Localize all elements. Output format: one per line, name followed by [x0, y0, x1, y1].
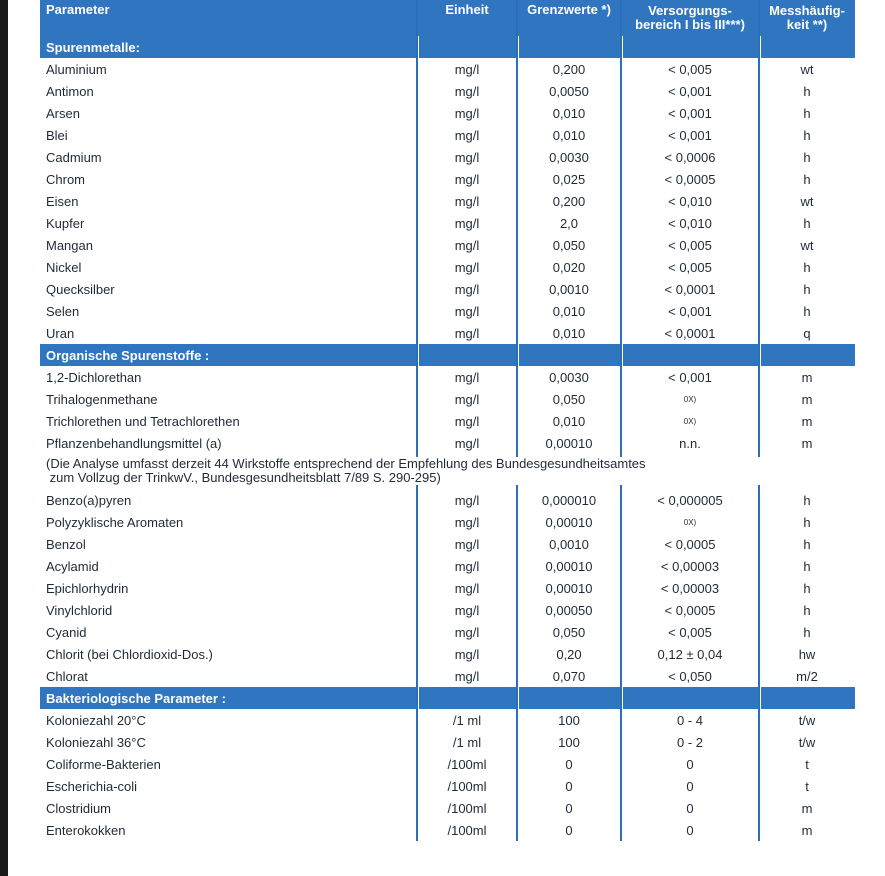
cell-unit: mg/l [454, 580, 480, 596]
table-header [40, 0, 855, 36]
table-row [40, 533, 855, 555]
table-row [40, 190, 855, 212]
table-row [40, 80, 855, 102]
cell-supply-value: < 0,001 [668, 369, 712, 385]
table-row [40, 819, 855, 841]
table-row [40, 410, 855, 432]
cell-unit: mg/l [454, 514, 480, 530]
header-supply-area [621, 0, 759, 36]
cell-supply-value: < 0,0005 [664, 536, 716, 552]
cell-unit: mg/l [454, 391, 480, 407]
cell-unit: mg/l [454, 171, 480, 187]
cell-unit: /100ml [447, 822, 487, 838]
cell-frequency: h [803, 149, 811, 165]
table-row [40, 102, 855, 124]
analysis-note-text [46, 457, 826, 485]
header-supply-area-line1: Versorgungs- [648, 3, 732, 18]
cell-limit: 0,010 [552, 325, 586, 341]
cell-supply-value: < 0,0001 [664, 325, 716, 341]
table-row [40, 665, 855, 687]
cell-supply-value: < 0,001 [668, 127, 712, 143]
table-row [40, 168, 855, 190]
cell-limit: 2,0 [559, 215, 579, 231]
cell-unit: mg/l [454, 325, 480, 341]
cell-frequency: h [803, 171, 811, 187]
cell-supply-value: < 0,0006 [664, 149, 716, 165]
cell-supply-value: 0X) [683, 416, 697, 426]
cell-supply-value: < 0,010 [668, 193, 712, 209]
cell-limit: 0,070 [552, 668, 586, 684]
cell-supply-value: < 0,0005 [664, 602, 716, 618]
cell-limit: 0,020 [552, 259, 586, 275]
cell-frequency: wt [800, 61, 814, 77]
cell-limit: 0,20 [556, 646, 582, 662]
cell-parameter: Koloniezahl 20°C [46, 712, 146, 728]
cell-frequency: h [803, 492, 811, 508]
column-divider [758, 0, 760, 841]
cell-limit: 0 [565, 800, 573, 816]
table-row [40, 753, 855, 775]
cell-supply-value: < 0,050 [668, 668, 712, 684]
cell-parameter: Antimon [46, 83, 94, 99]
cell-unit: mg/l [454, 237, 480, 253]
table-row [40, 366, 855, 388]
cell-limit: 0,010 [552, 127, 586, 143]
cell-limit: 0,00050 [545, 602, 593, 618]
cell-frequency: t/w [798, 712, 816, 728]
header-frequency-line1: Messhäufig- [769, 3, 845, 18]
cell-parameter: Epichlorhydrin [46, 580, 129, 596]
header-unit: Einheit [445, 2, 489, 17]
cell-parameter: Kupfer [46, 215, 85, 231]
cell-parameter: Chlorat [46, 668, 88, 684]
cell-parameter: Benzol [46, 536, 86, 552]
cell-parameter: 1,2-Dichlorethan [46, 369, 142, 385]
cell-limit: 0,0050 [549, 83, 589, 99]
table-row [40, 621, 855, 643]
cell-parameter: Eisen [46, 193, 79, 209]
cell-parameter: Koloniezahl 36°C [46, 734, 146, 750]
cell-unit: mg/l [454, 281, 480, 297]
cell-frequency: t [805, 756, 809, 772]
table-row [40, 300, 855, 322]
cell-limit: 0,010 [552, 413, 586, 429]
cell-parameter: Coliforme-Bakterien [46, 756, 161, 772]
cell-parameter: Escherichia-coli [46, 778, 138, 794]
table-row [40, 432, 855, 454]
cell-parameter: Cadmium [46, 149, 102, 165]
cell-supply-value: < 0,0001 [664, 281, 716, 297]
cell-supply-value: 0 [686, 756, 694, 772]
cell-frequency: h [803, 303, 811, 319]
table-row [40, 234, 855, 256]
table-row [40, 709, 855, 731]
cell-unit: mg/l [454, 193, 480, 209]
cell-parameter: Enterokokken [46, 822, 126, 838]
cell-limit: 0,025 [552, 171, 586, 187]
table-row [40, 388, 855, 410]
cell-limit: 0,200 [552, 61, 586, 77]
table-row [40, 322, 855, 344]
table-row [40, 775, 855, 797]
table-row [40, 58, 855, 80]
cell-parameter: Nickel [46, 259, 82, 275]
cell-supply-value: 0 [686, 800, 694, 816]
header-parameter: Parameter [46, 2, 110, 17]
cell-supply-value: < 0,005 [668, 259, 712, 275]
cell-frequency: m [801, 435, 813, 451]
cell-limit: 0,00010 [545, 435, 593, 451]
cell-unit: /1 ml [452, 712, 482, 728]
column-divider [416, 0, 418, 841]
cell-supply-value: < 0,001 [668, 83, 712, 99]
cell-frequency: h [803, 281, 811, 297]
analysis-note-line2: zum Vollzug der TrinkwV., Bundesgesundheitsblatt 7/89 S. 290-295) [46, 470, 441, 485]
cell-frequency: wt [800, 237, 814, 253]
cell-limit: 0,0010 [549, 281, 589, 297]
section-title: Spurenmetalle: [46, 39, 140, 55]
section-header [40, 687, 855, 709]
cell-supply-value: < 0,005 [668, 61, 712, 77]
cell-frequency: q [803, 325, 811, 341]
cell-unit: mg/l [454, 602, 480, 618]
cell-limit: 0 [565, 756, 573, 772]
cell-parameter: Pflanzenbehandlungsmittel (a) [46, 435, 222, 451]
section-header [40, 36, 855, 58]
cell-unit: mg/l [454, 259, 480, 275]
cell-supply-value: 0X) [683, 517, 697, 527]
section-header [40, 344, 855, 366]
cell-supply-value: 0 [686, 778, 694, 794]
table-row [40, 599, 855, 621]
cell-parameter: Chlorit (bei Chlordioxid-Dos.) [46, 646, 213, 662]
cell-unit: mg/l [454, 558, 480, 574]
cell-parameter: Cyanid [46, 624, 87, 640]
cell-limit: 0,050 [552, 237, 586, 253]
cell-parameter: Selen [46, 303, 80, 319]
cell-parameter: Acylamid [46, 558, 99, 574]
cell-limit: 0,000010 [541, 492, 597, 508]
cell-frequency: t [805, 778, 809, 794]
cell-unit: mg/l [454, 646, 480, 662]
table-row [40, 731, 855, 753]
cell-frequency: t/w [798, 734, 816, 750]
analysis-note-line1: (Die Analyse umfasst derzeit 44 Wirkstoffe entsprechend der Empfehlung des Bundesgesundheitsamtes [46, 456, 646, 471]
cell-parameter: Polyzyklische Aromaten [46, 514, 184, 530]
cell-unit: mg/l [454, 83, 480, 99]
cell-limit: 0,00010 [545, 558, 593, 574]
cell-parameter: Quecksilber [46, 281, 115, 297]
cell-unit: /100ml [447, 778, 487, 794]
table-row [40, 212, 855, 234]
cell-supply-value: < 0,00003 [660, 558, 720, 574]
cell-supply-value: 0 - 2 [676, 734, 703, 750]
cell-supply-value: n.n. [679, 435, 701, 451]
water-quality-table [40, 0, 855, 841]
table-row [40, 146, 855, 168]
cell-limit: 0,00010 [545, 514, 593, 530]
cell-unit: mg/l [454, 61, 480, 77]
cell-unit: mg/l [454, 668, 480, 684]
header-frequency [759, 0, 855, 36]
cell-limit: 0,0030 [549, 149, 589, 165]
cell-parameter: Mangan [46, 237, 93, 253]
cell-frequency: h [803, 536, 811, 552]
cell-frequency: hw [798, 646, 816, 662]
cell-unit: mg/l [454, 215, 480, 231]
table-row [40, 489, 855, 511]
table-row [40, 511, 855, 533]
cell-unit: mg/l [454, 149, 480, 165]
table-row [40, 124, 855, 146]
cell-limit: 0,200 [552, 193, 586, 209]
table-row [40, 577, 855, 599]
table-row [40, 278, 855, 300]
cell-frequency: m [801, 800, 813, 816]
cell-limit: 0,0030 [549, 369, 589, 385]
cell-unit: /100ml [447, 756, 487, 772]
cell-limit: 0,050 [552, 391, 586, 407]
cell-unit: /1 ml [452, 734, 482, 750]
cell-limit: 0,0010 [549, 536, 589, 552]
cell-unit: mg/l [454, 492, 480, 508]
cell-limit: 100 [558, 712, 580, 728]
cell-frequency: h [803, 558, 811, 574]
cell-frequency: h [803, 514, 811, 530]
cell-frequency: h [803, 259, 811, 275]
cell-frequency: m [801, 391, 813, 407]
cell-unit: mg/l [454, 127, 480, 143]
cell-limit: 0 [565, 778, 573, 794]
analysis-note [40, 454, 855, 489]
cell-limit: 100 [558, 734, 580, 750]
cell-frequency: h [803, 580, 811, 596]
header-frequency-line2: keit **) [786, 17, 828, 32]
cell-parameter: Blei [46, 127, 68, 143]
cell-frequency: h [803, 83, 811, 99]
cell-supply-value: < 0,010 [668, 215, 712, 231]
cell-limit: 0 [565, 822, 573, 838]
cell-supply-value: < 0,000005 [657, 492, 723, 508]
table-row [40, 643, 855, 665]
cell-supply-value: 0X) [683, 394, 697, 404]
cell-supply-value: 0 [686, 822, 694, 838]
cell-parameter: Arsen [46, 105, 80, 121]
cell-unit: mg/l [454, 369, 480, 385]
cell-frequency: h [803, 127, 811, 143]
cell-unit: mg/l [454, 413, 480, 429]
table-row [40, 555, 855, 577]
cell-parameter: Chrom [46, 171, 86, 187]
section-title: Organische Spurenstoffe : [46, 347, 210, 363]
cell-limit: 0,00010 [545, 580, 593, 596]
cell-supply-value: < 0,005 [668, 624, 712, 640]
cell-unit: mg/l [454, 624, 480, 640]
cell-frequency: h [803, 105, 811, 121]
cell-limit: 0,010 [552, 105, 586, 121]
cell-parameter: Trichlorethen und Tetrachlorethen [46, 413, 240, 429]
column-divider [620, 0, 622, 841]
header-supply-area-line2: bereich I bis III***) [635, 17, 745, 32]
table-row [40, 797, 855, 819]
cell-limit: 0,010 [552, 303, 586, 319]
cell-frequency: wt [800, 193, 814, 209]
header-limit: Grenzwerte *) [527, 2, 611, 17]
cell-limit: 0,050 [552, 624, 586, 640]
cell-parameter: Trihalogenmethane [46, 391, 158, 407]
left-edge-strip [0, 0, 8, 876]
cell-frequency: m [801, 822, 813, 838]
cell-parameter: Aluminium [46, 61, 107, 77]
cell-frequency: h [803, 624, 811, 640]
cell-supply-value: 0 - 4 [676, 712, 703, 728]
cell-parameter: Uran [46, 325, 75, 341]
cell-parameter: Vinylchlorid [46, 602, 113, 618]
cell-frequency: h [803, 215, 811, 231]
cell-unit: mg/l [454, 435, 480, 451]
cell-supply-value: < 0,001 [668, 105, 712, 121]
cell-frequency: m [801, 369, 813, 385]
section-title: Bakteriologische Parameter : [46, 690, 226, 706]
cell-unit: mg/l [454, 303, 480, 319]
cell-supply-value: < 0,005 [668, 237, 712, 253]
cell-frequency: m [801, 413, 813, 429]
cell-supply-value: < 0,0005 [664, 171, 716, 187]
cell-frequency: h [803, 602, 811, 618]
cell-unit: /100ml [447, 800, 487, 816]
cell-parameter: Benzo(a)pyren [46, 492, 132, 508]
cell-supply-value: 0,12 ± 0,04 [657, 646, 723, 662]
cell-unit: mg/l [454, 105, 480, 121]
cell-supply-value: < 0,001 [668, 303, 712, 319]
cell-parameter: Clostridium [46, 800, 112, 816]
table-row [40, 256, 855, 278]
column-divider [516, 0, 518, 841]
cell-unit: mg/l [454, 536, 480, 552]
cell-supply-value: < 0,00003 [660, 580, 720, 596]
cell-frequency: m/2 [796, 668, 818, 684]
